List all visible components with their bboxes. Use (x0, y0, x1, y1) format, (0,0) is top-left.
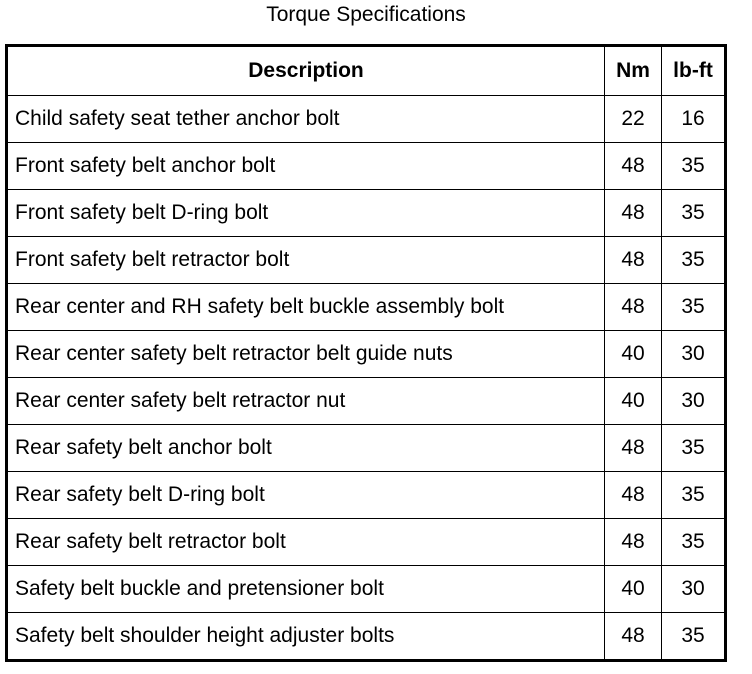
table-row (7, 284, 726, 331)
cell-nm: 48 (605, 237, 662, 284)
table-row (7, 96, 726, 143)
column-header-lbft: lb-ft (662, 46, 726, 96)
cell-description: Child safety seat tether anchor bolt (7, 96, 605, 143)
table-row (7, 519, 726, 566)
cell-lbft: 35 (662, 143, 726, 190)
cell-description: Front safety belt retractor bolt (7, 237, 605, 284)
cell-lbft: 30 (662, 331, 726, 378)
table-row (7, 331, 726, 378)
cell-lbft: 35 (662, 519, 726, 566)
cell-nm: 48 (605, 190, 662, 237)
table-row (7, 425, 726, 472)
column-header-nm: Nm (605, 46, 662, 96)
cell-nm: 48 (605, 425, 662, 472)
cell-nm: 48 (605, 472, 662, 519)
cell-description: Front safety belt D-ring bolt (7, 190, 605, 237)
table-row (7, 143, 726, 190)
cell-description: Front safety belt anchor bolt (7, 143, 605, 190)
cell-description: Rear safety belt anchor bolt (7, 425, 605, 472)
cell-lbft: 35 (662, 237, 726, 284)
cell-description: Safety belt buckle and pretensioner bolt (7, 566, 605, 613)
cell-description: Rear center and RH safety belt buckle assembly bolt (7, 284, 605, 331)
table-row (7, 378, 726, 425)
cell-description: Safety belt shoulder height adjuster bolts (7, 613, 605, 661)
table-row (7, 566, 726, 613)
table-row (7, 472, 726, 519)
cell-nm: 40 (605, 331, 662, 378)
cell-description: Rear center safety belt retractor belt guide nuts (7, 331, 605, 378)
cell-description: Rear center safety belt retractor nut (7, 378, 605, 425)
cell-lbft: 35 (662, 613, 726, 661)
cell-nm: 48 (605, 284, 662, 331)
page-title: Torque Specifications (266, 3, 466, 26)
cell-nm: 40 (605, 378, 662, 425)
cell-description: Rear safety belt retractor bolt (7, 519, 605, 566)
cell-description: Rear safety belt D-ring bolt (7, 472, 605, 519)
torque-spec-table (5, 44, 727, 662)
table-row (7, 613, 726, 661)
cell-nm: 40 (605, 566, 662, 613)
table-row (7, 237, 726, 284)
cell-nm: 48 (605, 519, 662, 566)
cell-nm: 48 (605, 613, 662, 661)
cell-nm: 48 (605, 143, 662, 190)
cell-lbft: 16 (662, 96, 726, 143)
column-header-description: Description (7, 46, 605, 96)
cell-lbft: 35 (662, 425, 726, 472)
cell-lbft: 30 (662, 566, 726, 613)
table-header-row (7, 46, 726, 96)
table-row (7, 190, 726, 237)
cell-nm: 22 (605, 96, 662, 143)
cell-lbft: 35 (662, 190, 726, 237)
cell-lbft: 35 (662, 472, 726, 519)
cell-lbft: 35 (662, 284, 726, 331)
cell-lbft: 30 (662, 378, 726, 425)
